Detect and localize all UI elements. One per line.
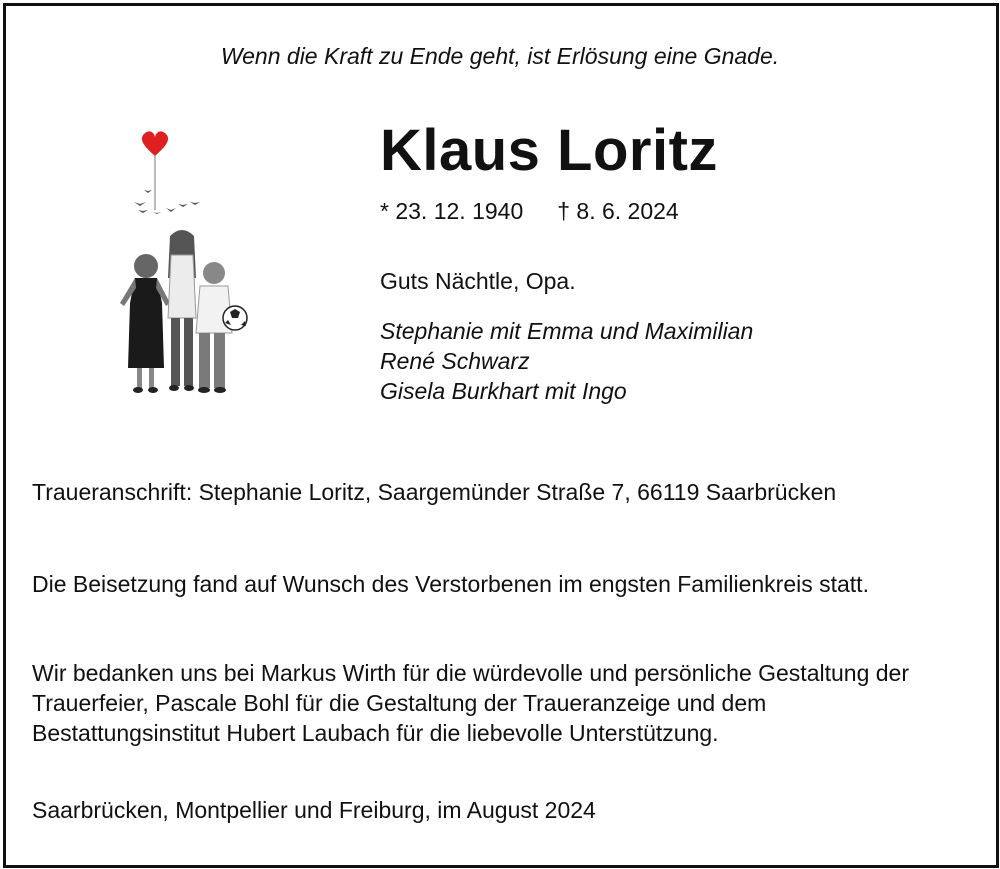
deceased-name: Klaus Loritz <box>380 118 718 183</box>
birds-icon <box>134 190 200 214</box>
mourner-line: Stephanie mit Emma und Maximilian <box>380 318 754 344</box>
farewell-line: Guts Nächtle, Opa. <box>380 268 576 294</box>
thanks-paragraph: Wir bedanken uns bei Markus Wirth für die würdevolle und persönliche Gestaltung der Trauerfeier, Pascale Bohl für die Gestaltung der Traueranzeige und dem Bestattungsinstitut Hubert Laubach für die liebevolle Unterstützung. <box>32 660 909 746</box>
family-figures-icon <box>120 230 247 393</box>
birth-date: * 23. 12. 1940 <box>380 198 524 224</box>
heart-balloon-icon <box>142 131 168 210</box>
family-illustration <box>108 128 268 408</box>
place-and-date: Saarbrücken, Montpellier und Freiburg, im August 2024 <box>32 797 596 823</box>
mourning-address: Traueranschrift: Stephanie Loritz, Saargemünder Straße 7, 66119 Saarbrücken <box>32 479 837 505</box>
mourner-line: René Schwarz <box>380 348 530 374</box>
motto: Wenn die Kraft zu Ende geht, ist Erlösung eine Gnade. <box>220 43 780 69</box>
life-dates <box>380 198 679 225</box>
mourners-list <box>380 316 753 406</box>
death-date: † 8. 6. 2024 <box>557 198 679 224</box>
mourner-line: Gisela Burkhart mit Ingo <box>380 378 627 404</box>
burial-paragraph: Die Beisetzung fand auf Wunsch des Verstorbenen im engsten Familienkreis statt. <box>32 571 869 597</box>
